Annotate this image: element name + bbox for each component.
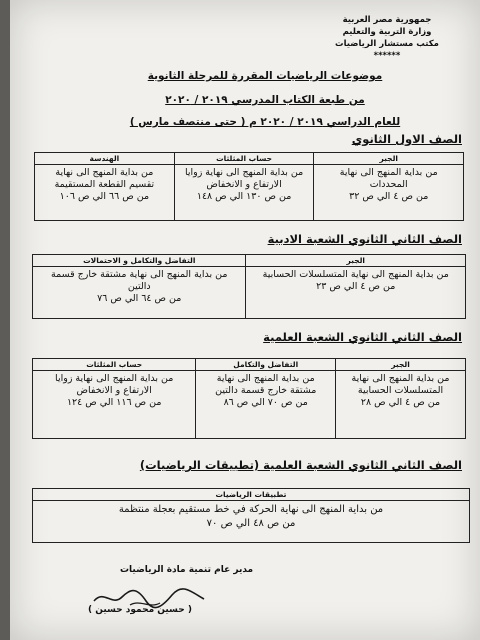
section-title: الصف الثاني الثانوي الشعبة العلمية (تطبيقات الرياضيات)	[139, 458, 462, 472]
document-page	[10, 0, 480, 640]
section-title: الصف الاول الثانوي	[351, 132, 462, 146]
column-header: الجبر	[246, 255, 466, 267]
column-header: تطبيقات الرياضيات	[33, 489, 470, 501]
column-header: التفاضل والتكامل	[196, 359, 336, 371]
section-table	[32, 254, 466, 319]
header-line: ******	[373, 51, 401, 61]
table-cell: من بداية المنهج الى نهاية زوايا الارتفاع و الانخفاض من ص ١١٦ الي ص ١٢٤	[33, 371, 196, 439]
column-header: الهندسة	[35, 153, 175, 165]
table-cell: من بداية المنهج الى نهاية تقسيم القطعة المستقيمة من ص ٦٦ الي ص ١٠٦	[35, 165, 175, 221]
table-cell: من بداية المنهج الى نهاية مشتقة خارج قسمة دالتين من ص ٧٠ الي ص ٨٦	[196, 371, 336, 439]
table-cell: من بداية المنهج الى نهاية الحركة في خط مستقيم بعجلة منتظمة من ص ٤٨ الي ص ٧٠	[33, 501, 470, 543]
section-title: الصف الثاني الثانوي الشعبة الادبية	[267, 232, 462, 246]
header-line: وزارة التربية والتعليم	[342, 27, 432, 37]
section-table	[34, 152, 464, 221]
academic-year-line: للعام الدراسي ٢٠١٩ / ٢٠٢٠ م ( حتى منتصف مارس )	[129, 116, 401, 128]
photo-edge-shadow	[0, 0, 10, 640]
header-line: مكتب مستشار الرياضيات	[335, 39, 439, 49]
table-cell: من بداية المنهج الى نهاية مشتقة خارج قسمة دالتين من ص ٦٤ الي ص ٧٦	[33, 267, 246, 319]
column-header: حساب المثلثات	[33, 359, 196, 371]
column-header: حساب المثلثات	[174, 153, 314, 165]
table-cell: من بداية المنهج الى نهاية المتسلسلات الحسابية من ص ٤ الي ص ٢٨	[336, 371, 466, 439]
header-line: جمهورية مصر العربية	[342, 15, 432, 25]
section-table	[32, 358, 466, 439]
table-cell: من بداية المنهج الى نهاية المتسلسلات الحسابية من ص ٤ الي ص ٢٣	[246, 267, 466, 319]
document-title: موضوعات الرياضيات المقررة للمرحلة الثانوية	[147, 70, 383, 82]
table-cell: من بداية المنهج الى نهاية المحددات من ص ٤ الي ص ٣٢	[314, 165, 464, 221]
signatory-title: مدير عام تنمية مادة الرياضيات	[120, 565, 254, 575]
edition-line: من طبعة الكتاب المدرسي ٢٠١٩ / ٢٠٢٠	[165, 94, 365, 106]
ministry-header	[312, 14, 462, 62]
column-header: الجبر	[314, 153, 464, 165]
column-header: الجبر	[336, 359, 466, 371]
section-title: الصف الثاني الثانوي الشعبة العلمية	[263, 330, 462, 344]
signatory-name: ( حسين محمود حسين )	[88, 605, 192, 615]
column-header: التفاضل والتكامل و الاحتمالات	[33, 255, 246, 267]
table-cell: من بداية المنهج الى نهاية زوايا الارتفاع و الانخفاض من ص ١٣٠ الي ص ١٤٨	[174, 165, 314, 221]
section-table	[32, 488, 470, 543]
